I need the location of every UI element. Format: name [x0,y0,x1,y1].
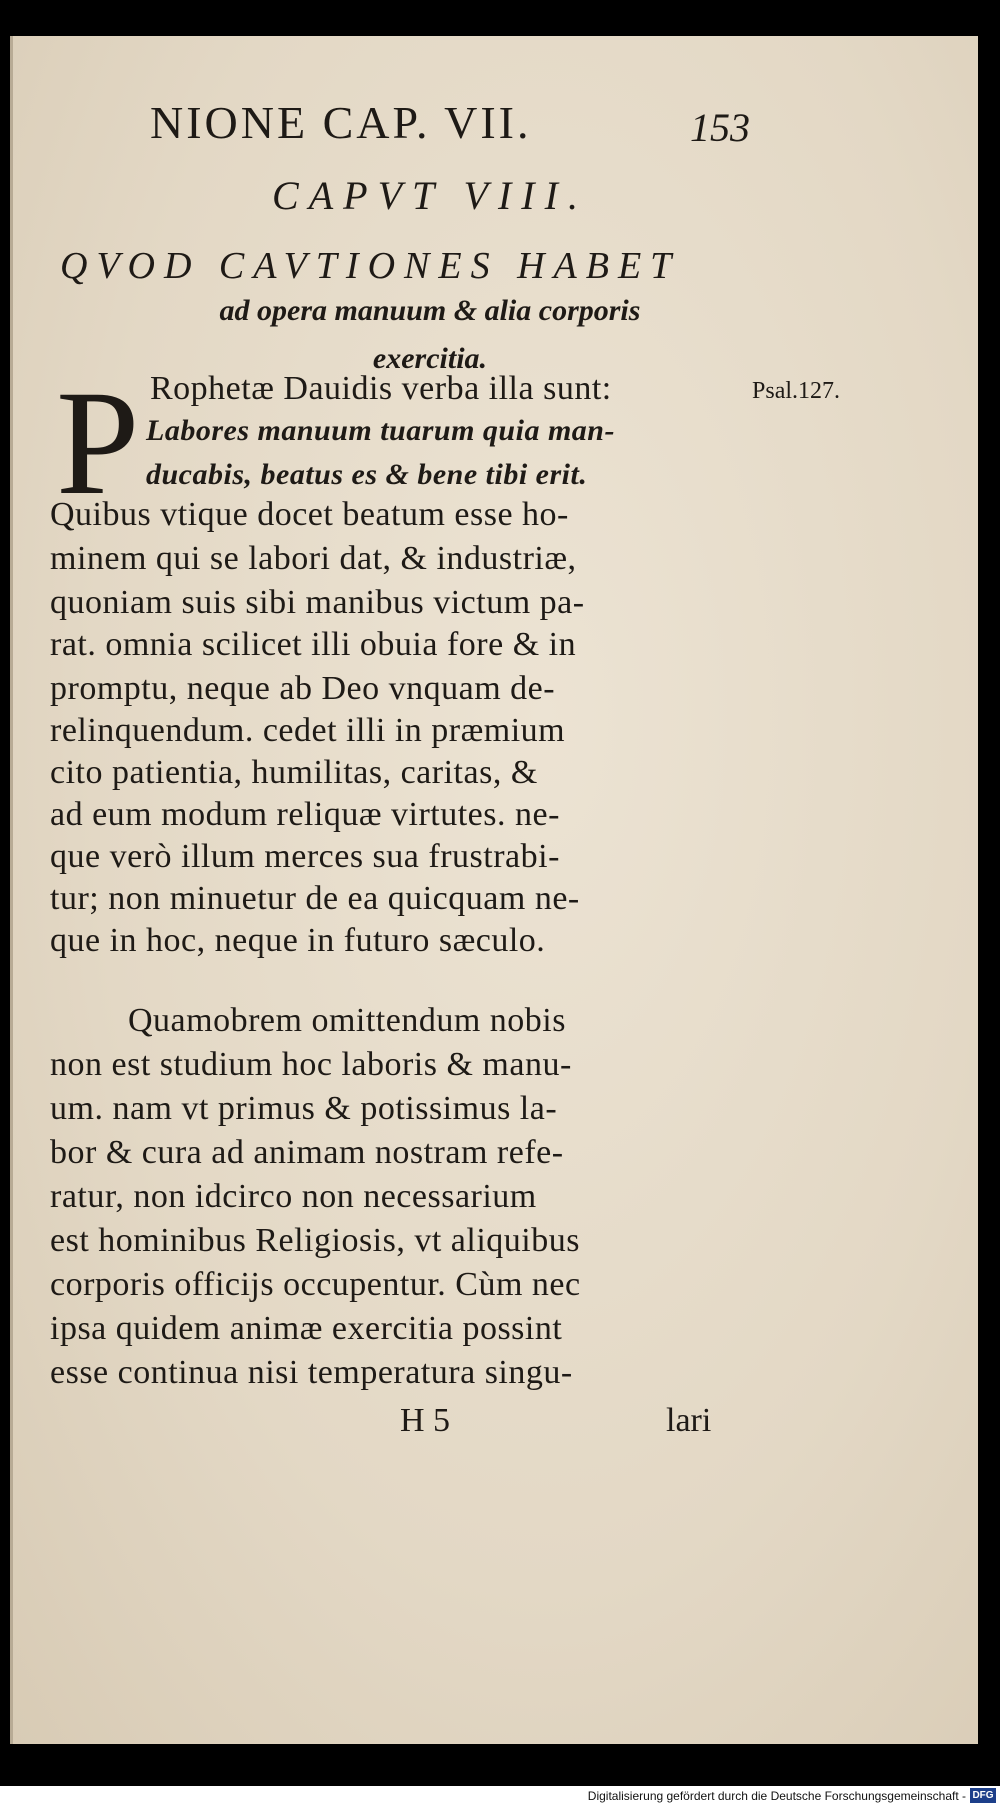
text-line: non est studium hoc laboris & manu- [50,1046,572,1083]
text-line: ad eum modum reliquæ virtutes. ne- [50,796,560,833]
text-line: Labores manuum tuarum quia man- [146,414,615,447]
text-line: bor & cura ad animam nostram refe- [50,1134,564,1171]
text-line: relinquendum. cedet illi in præmium [50,712,566,749]
text-line: Quamobrem omittendum nobis [128,1002,566,1039]
text-line: est hominibus Religiosis, vt aliquibus [50,1222,580,1259]
text-line: que verò illum merces sua frustrabi- [50,838,560,875]
margin-note: Psal.127. [752,378,841,404]
text-line: esse continua nisi temperatura singu- [50,1354,573,1391]
text-line: ipsa quidem animæ exercitia possint [50,1310,563,1347]
chapter-title: CAPVT VIII. [272,173,588,218]
dfg-logo-icon: DFG [970,1788,996,1803]
text-line: Rophetæ Dauidis verba illa sunt: [150,370,612,407]
footer-bar [0,1786,1000,1808]
chapter-heading-line-2: ad opera manuum & alia corporis [219,294,641,327]
text-line: Quibus vtique docet beatum esse ho- [50,496,569,533]
chapter-heading-line-3: exercitia. [372,342,488,375]
page-number: 153 [690,105,750,150]
running-head: NIONE CAP. VII. [150,97,532,148]
text-line: cito patientia, humilitas, caritas, & [50,754,538,791]
chapter-heading-line-1: QVOD CAVTIONES HABET [60,245,681,287]
drop-initial: P [56,360,140,526]
footer-credit: Digitalisierung gefördert durch die Deutsche Forschungsgemeinschaft - [587,1789,966,1803]
text-line: minem qui se labori dat, & industriæ, [50,540,577,577]
text-line: ratur, non idcirco non necessarium [50,1178,537,1215]
text-line: rat. omnia scilicet illi obuia fore & in [50,626,577,663]
text-line: ducabis, beatus es & bene tibi erit. [146,458,588,491]
text-line: que in hoc, neque in futuro sæculo. [50,922,546,959]
text-line: corporis officijs occupentur. Cùm nec [50,1266,581,1303]
text-line: quoniam suis sibi manibus victum pa- [50,584,585,621]
catchword: lari [666,1402,712,1439]
signature-mark: H 5 [400,1402,451,1439]
text-line: promptu, neque ab Deo vnquam de- [50,670,556,707]
text-line: um. nam vt primus & potissimus la- [50,1090,558,1127]
text-line: tur; non minuetur de ea quicquam ne- [50,880,580,917]
